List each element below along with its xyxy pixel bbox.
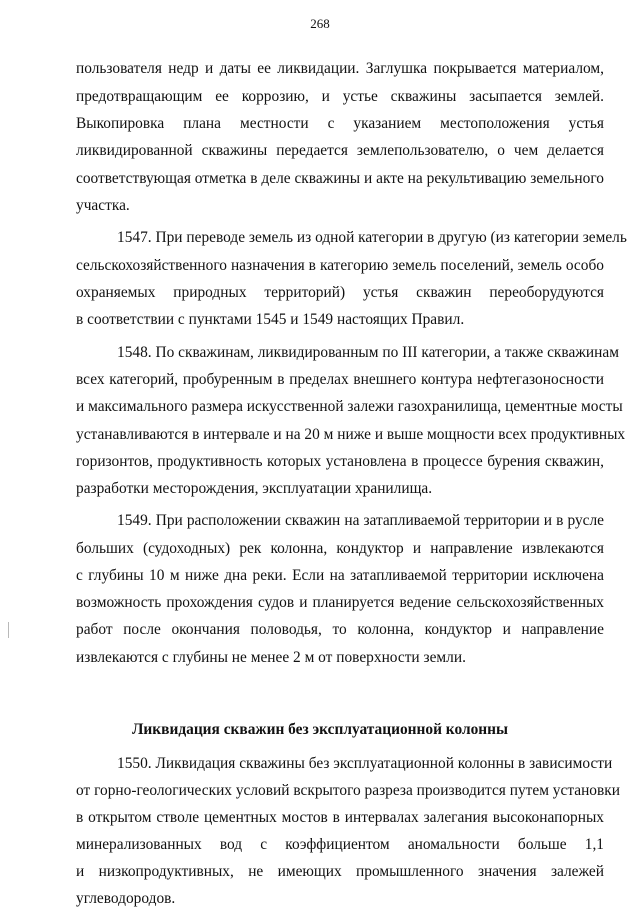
text-line: соответствующая отметка в деле скважины и акте на рекультивацию земельного [76, 170, 604, 187]
section-heading: Ликвидация скважин без эксплуатационной колонны [131, 721, 509, 738]
text-line: разработки месторождения, эксплуатации хранилища. [76, 480, 433, 497]
text-line: участка. [76, 197, 130, 214]
text-line: ликвидированной скважины передается землепользователю, о чем делается [76, 142, 604, 159]
text-line: горизонтов, продуктивность которых установлена в процессе бурения скважин, [76, 453, 604, 470]
text-line: 1548. По скважинам, ликвидированным по III категории, а также скважинам [117, 344, 619, 361]
text-line: больших (судоходных) рек колонна, кондуктор и направление извлекаются [76, 540, 604, 557]
text-line: сельскохозяйственного назначения в категорию земель поселений, земель особо [76, 257, 604, 274]
text-line: всех категорий, пробуренным в пределах внешнего контура нефтегазоносности [76, 371, 604, 388]
text-line: от горно-геологических условий вскрытого разреза производится путем установки [76, 782, 620, 799]
text-line: минерализованных вод с коэффициентом аномальности больше 1,1 [76, 836, 604, 853]
text-line: извлекаются с глубины не менее 2 м от поверхности земли. [76, 649, 466, 666]
scan-margin-mark [8, 622, 9, 638]
text-line: в соответствии с пунктами 1545 и 1549 настоящих Правил. [76, 311, 465, 328]
text-line: 1550. Ликвидация скважины без эксплуатационной колонны в зависимости [117, 755, 613, 772]
text-line: в открытом стволе цементных мостов в интервалах залегания высоконапорных [76, 809, 604, 826]
text-line: предотвращающим ее коррозию, и устье скважины засыпается землей. [76, 88, 604, 105]
text-line: пользователя недр и даты ее ликвидации. Заглушка покрывается материалом, [76, 60, 604, 77]
text-line: 1549. При расположении скважин на затапливаемой территории и в русле [117, 512, 604, 529]
text-line: Выкопировка плана местности с указанием местоположения устья [76, 115, 604, 132]
text-line: с глубины 10 м ниже дна реки. Если на затапливаемой территории исключена [76, 567, 604, 584]
page-number: 268 [310, 16, 330, 31]
text-line: 1547. При переводе земель из одной категории в другую (из категории земель [117, 229, 627, 246]
text-line: и максимального размера искусственной залежи газохранилища, цементные мосты [76, 398, 623, 415]
text-line: и низкопродуктивных, не имеющих промышленного значения залежей [76, 863, 604, 880]
text-line: охраняемых природных территорий) устья скважин переоборудуются [76, 284, 604, 301]
text-line: работ после окончания половодья, то колонна, кондуктор и направление [76, 621, 604, 638]
text-line: устанавливаются в интервале и на 20 м ниже и выше мощности всех продуктивных [76, 426, 626, 443]
text-line: возможность прохождения судов и планируется ведение сельскохозяйственных [76, 594, 604, 611]
text-line: углеводородов. [76, 890, 176, 907]
